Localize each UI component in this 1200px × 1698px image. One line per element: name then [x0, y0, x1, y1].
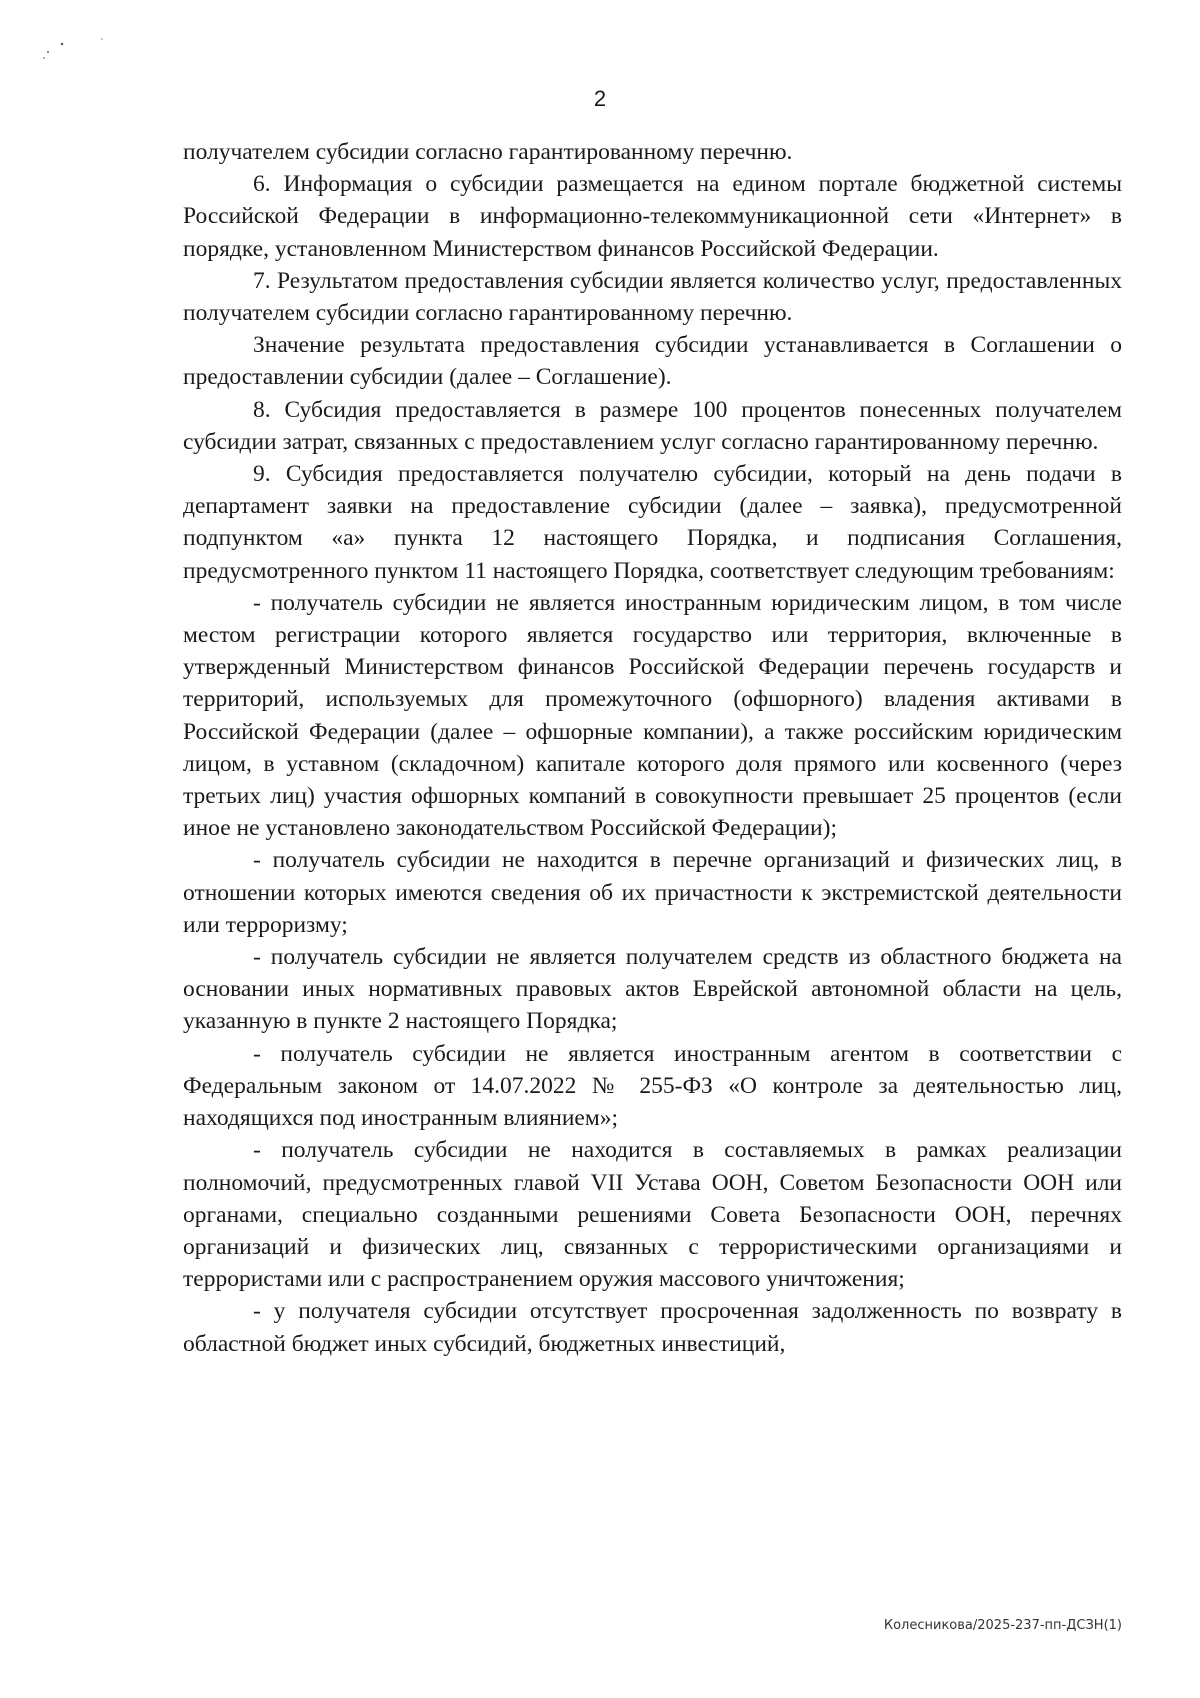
paragraph: 7. Результатом предоставления субсидии является количество услуг, предоставленных получателем субсидии согласно гарантированному перечню. [183, 267, 1122, 327]
list-item: - получатель субсидии не находится в перечне организаций и физических лиц, в отношении которых имеются сведения об их причастности к экстремистской деятельности или терроризму; [183, 847, 1122, 938]
list-item: - получатель субсидии не является иностранным агентом в соответствии с Федеральным законом от 14.07.2022 № 255-ФЗ «О контроле за деятельностью лиц, находящихся под иностранным влиянием»; [183, 1040, 1122, 1132]
document-footer-code: Колесникова/2025-237-пп-ДСЗН(1) [883, 1618, 1122, 1633]
list-item: - получатель субсидии не является иностранным юридическим лицом, в том числе местом регистрации которого является государство или территория, включенные в утвержденный Министерством финансов Российской Федерации перечень государств и территорий, используемых для промежуточного (офшорного) владения активами в Российской Федерации (далее – офшорные компании), а также российским юридическим лицом, в уставном (складочном) капитале которого доля прямого или косвенного (через третьих лиц) участия офшорных компаний в совокупности превышает 25 процентов (если иное не установлено законодательством Российской Федерации); [183, 589, 1122, 842]
scan-artifact-marks [40, 30, 130, 70]
paragraph: получателем субсидии согласно гарантированному перечню. [183, 139, 793, 165]
paragraph: Значение результата предоставления субсидии устанавливается в Соглашении о предоставлении субсидии (далее – Соглашение). [183, 332, 1122, 391]
list-item: - у получателя субсидии отсутствует просроченная задолженность по возврату в областной бюджет иных субсидий, бюджетных инвестиций, [183, 1298, 1122, 1357]
paragraph: 9. Субсидия предоставляется получателю субсидии, который на день подачи в департамент заявки на предоставление субсидии (далее – заявка), предусмотренной подпунктом «а» пункта 12 настоящего Порядка, и подписания Соглашения, предусмотренного пунктом 11 настоящего Порядка, соответствует следующим требованиям: [183, 461, 1122, 584]
paragraph: 6. Информация о субсидии размещается на едином портале бюджетной системы Российской Федерации в информационно-телекоммуникационной сети «Интернет» в порядке, установленном Министерством финансов Российской Федерации. [183, 171, 1122, 262]
list-item: - получатель субсидии не находится в составляемых в рамках реализации полномочий, предусмотренных главой VII Устава ООН, Советом Безопасности ООН или органами, специально созданными решениями Совета Безопасности ООН, перечнях организаций и физических лиц, связанных с террористическими организациями и террористами или с распространением оружия массового уничтожения; [183, 1137, 1122, 1293]
paragraph: 8. Субсидия предоставляется в размере 100 процентов понесенных получателем субсидии затрат, связанных с предоставлением услуг согласно гарантированному перечню. [183, 396, 1122, 455]
page-number: 2 [593, 86, 607, 111]
document-body [183, 136, 1122, 1360]
list-item: - получатель субсидии не является получателем средств из областного бюджета на основании иных нормативных правовых актов Еврейской автономной области на цель, указанную в пункте 2 настоящего Порядка; [183, 944, 1122, 1035]
